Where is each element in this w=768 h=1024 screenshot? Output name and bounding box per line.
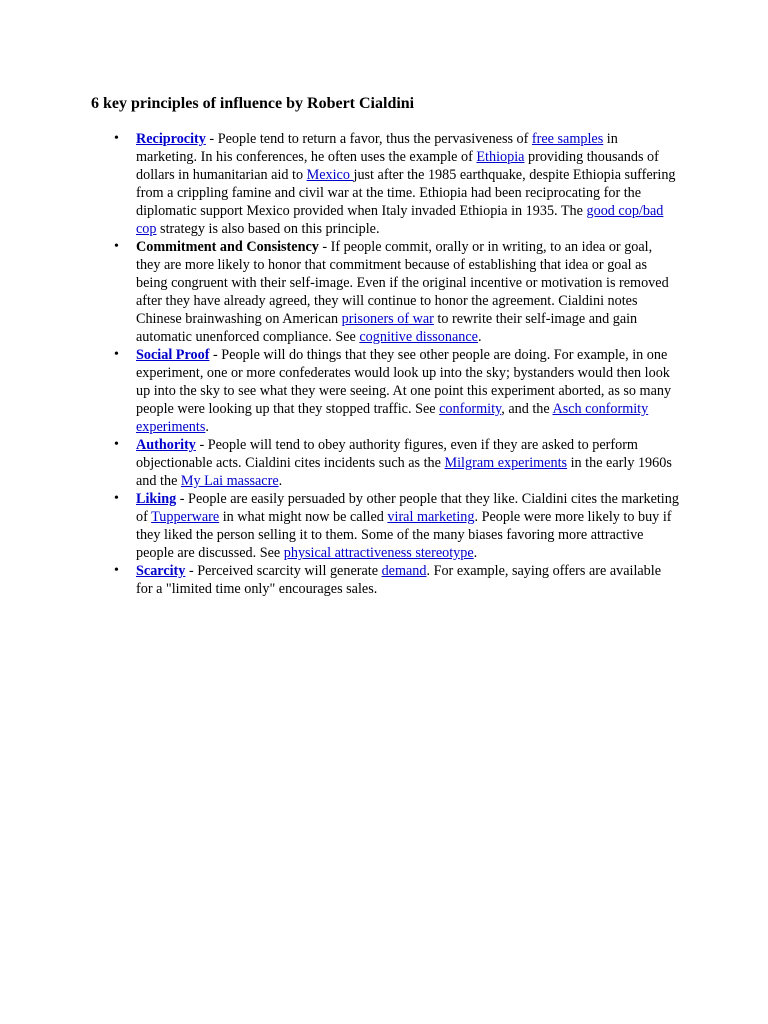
page-title: 6 key principles of influence by Robert Cialdini (91, 95, 415, 112)
bullet-icon: • (114, 491, 119, 506)
link-demand[interactable]: demand (381, 563, 427, 579)
list-item-reciprocity (114, 130, 680, 238)
bullet-icon: • (114, 563, 119, 578)
link-tupperware[interactable]: Tupperware (151, 509, 220, 525)
text-segment: - If people commit, orally or in writing, to an idea or goal, they are more likely to honor that commitment because of establishing that idea or goal as being congruent with their self-image. Even if the original incentive or motivation is removed after they have already agreed, they will continue to honor the agreement. Cialdini notes Chinese brainwashing on American (136, 239, 669, 327)
text-segment: in the early 1960s and the (136, 455, 672, 489)
list-item-commitment (114, 238, 680, 346)
text-segment: in marketing. In his conferences, he often uses the example of (136, 131, 618, 165)
text-segment: to rewrite their self-image and gain automatic unenforced compliance. See (136, 311, 638, 345)
text-segment: providing thousands of dollars in humanitarian aid to (136, 149, 659, 183)
text-segment: - People will tend to obey authority figures, even if they are asked to perform objectionable acts. Cialdini cites incidents such as the (136, 437, 638, 471)
text-segment: - People tend to return a favor, thus the pervasiveness of (205, 131, 532, 147)
text-segment: , and the (501, 401, 553, 417)
link-viral-marketing[interactable]: viral marketing (387, 509, 475, 525)
link-mexico[interactable]: Mexico (306, 167, 354, 183)
bullet-icon: • (114, 131, 119, 146)
link-good-cop-bad-cop[interactable]: good cop/bad cop (136, 203, 664, 237)
text-segment: . (473, 545, 478, 561)
list-item-liking (114, 490, 680, 562)
text-segment: strategy is also based on this principle. (156, 221, 380, 237)
term-link-authority[interactable]: Authority (136, 437, 196, 453)
text-segment: . (278, 473, 283, 489)
link-asch-experiments[interactable]: Asch conformity experiments (136, 401, 649, 435)
text-segment: . People were more likely to buy if they liked the person selling it to them. Some of the many biases favoring more attractive people are discussed. See (136, 509, 672, 561)
term-commitment-consistency: Commitment and Consistency (136, 239, 319, 255)
link-my-lai-massacre[interactable]: My Lai massacre (180, 473, 279, 489)
link-milgram-experiments[interactable]: Milgram experiments (444, 455, 568, 471)
list-item-social-proof (114, 346, 680, 436)
bullet-icon: • (114, 239, 119, 254)
text-segment: in what might now be called (219, 509, 388, 525)
term-link-reciprocity[interactable]: Reciprocity (136, 131, 206, 147)
link-attractiveness-stereotype[interactable]: physical attractiveness stereotype (283, 545, 474, 561)
link-ethiopia[interactable]: Ethiopia (476, 149, 525, 165)
bullet-icon: • (114, 347, 119, 362)
principles-list (114, 130, 680, 598)
text-segment: just after the 1985 earthquake, despite Ethiopia suffering from a crippling famine and civil war at the time. Ethiopia had been reciprocating for the diplomatic support Mexico provided when Italy invaded Ethiopia in 1935. The (136, 167, 676, 219)
text-segment: . For example, saying offers are available for a "limited time only" encourages sales. (136, 563, 662, 597)
term-link-liking[interactable]: Liking (136, 491, 177, 507)
term-link-social-proof[interactable]: Social Proof (136, 347, 210, 363)
link-cognitive-dissonance[interactable]: cognitive dissonance (359, 329, 478, 345)
link-free-samples[interactable]: free samples (531, 131, 604, 147)
term-link-scarcity[interactable]: Scarcity (136, 563, 186, 579)
text-segment: - People are easily persuaded by other people that they like. Cialdini cites the marketing of (136, 491, 679, 525)
text-segment: . (205, 419, 209, 435)
text-segment: - People will do things that they see other people are doing. For example, in one experiment, one or more confederates would look up into the sky; bystanders would then look up into the sky to see what they were seeing. At one point this experiment aborted, as so many people were looking up that they stopped traffic. See (136, 347, 672, 417)
link-prisoners-of-war[interactable]: prisoners of war (341, 311, 434, 327)
bullet-icon: • (114, 437, 119, 452)
text-segment: - Perceived scarcity will generate (185, 563, 382, 579)
list-item-scarcity (114, 562, 680, 598)
link-conformity[interactable]: conformity (439, 401, 502, 417)
list-item-authority (114, 436, 680, 490)
text-segment: . (477, 329, 482, 345)
